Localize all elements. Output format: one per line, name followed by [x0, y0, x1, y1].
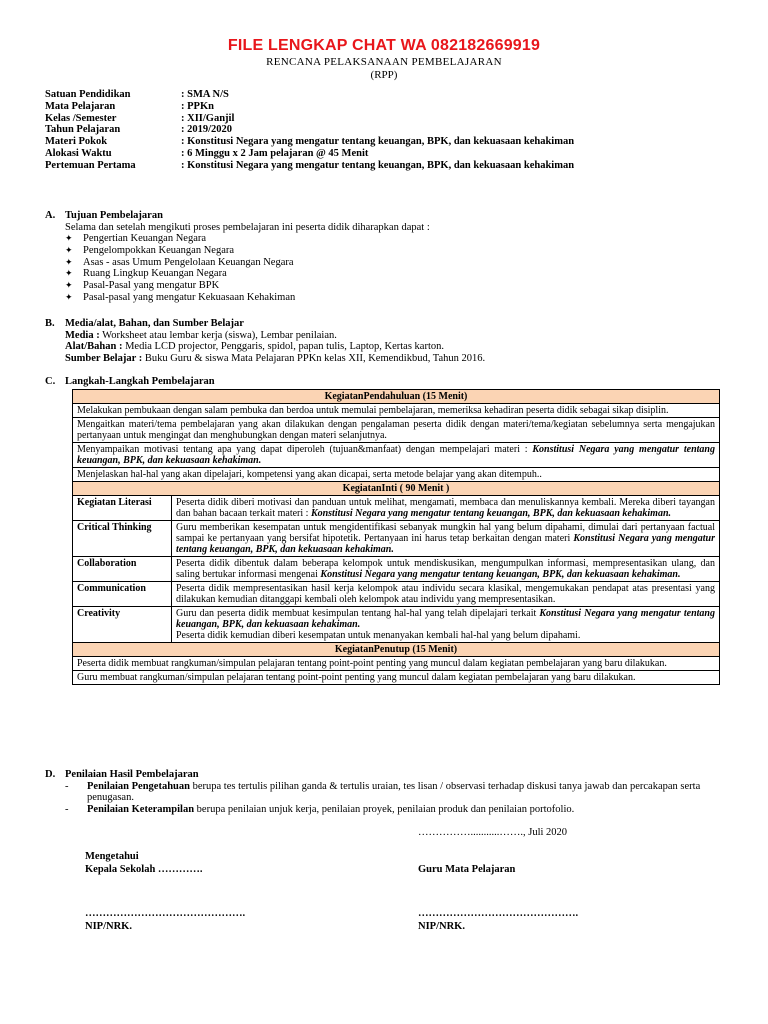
identity-value: : SMA N/S [181, 89, 229, 100]
bullet-star-icon: ✦ [65, 280, 73, 291]
guru-label: Guru Mata Pelajaran [418, 864, 516, 875]
alat-label: Alat/Bahan : [65, 341, 123, 352]
objective-item [65, 292, 725, 304]
identity-value: : PPKn [181, 100, 214, 112]
assessment-item [45, 804, 725, 816]
kepala-sekolah-label: Kepala Sekolah …………. [85, 864, 203, 875]
identity-label: Satuan Pendidikan [45, 89, 131, 100]
penutup-cell: Peserta didik membuat rangkuman/simpulan pelajaran tentang point-point penting yang muncul dalam kegiatan pembelajaran yang baru dilakukan. [73, 657, 720, 671]
identity-label: Mata Pelajaran [45, 100, 116, 112]
step-emphasis: Konstitusi Negara yang mengatur tentang keuangan, BPK, dan kekuasaan kehakiman. [77, 444, 715, 466]
section-heading: Penilaian Hasil Pembelajaran [65, 769, 199, 780]
objective-text: Asas - asas Umum Pengelolaan Keuangan Negara [83, 256, 294, 268]
dash-bullet: - [65, 780, 69, 792]
section-heading: Langkah-Langkah Pembelajaran [65, 376, 215, 387]
identity-value: : Konstitusi Negara yang mengatur tentang keuangan, BPK, dan kekuasaan kehakiman [181, 159, 575, 171]
section-d [45, 769, 725, 815]
step-text: Melakukan pembukaan dengan salam pembuka dan berdoa untuk memulai pembelajaran, memeriksa kehadiran peserta didik sebagai sikap disiplin. [77, 405, 669, 416]
assessment-list [45, 781, 725, 816]
table-row [73, 404, 720, 418]
penutup-cell: Guru membuat rangkuman/simpulan pelajaran tentang point-point penting yang muncul dalam kegiatan pembelajaran yang baru dilakukan. [73, 671, 720, 685]
document-title: RENCANA PELAKSANAAN PEMBELAJARAN [266, 56, 502, 68]
step-text-extra: Peserta didik kemudian diberi kesempatan untuk menanyakan kembali hal-hal yang belum dipahami. [176, 630, 581, 641]
assessment-text: berupa penilaian unjuk kerja, penilaian proyek, penilaian produk dan penilaian portofolio. [194, 803, 575, 815]
document-subtitle: (RPP) [370, 69, 398, 81]
table-row [73, 468, 720, 482]
table-row [73, 418, 720, 443]
activity-description [172, 521, 720, 557]
assessment-body [87, 804, 725, 816]
penutup-header: KegiatanPenutup (15 Menit) [73, 643, 720, 657]
identity-value: : 6 Minggu x 2 Jam pelajaran @ 45 Menit [181, 147, 369, 159]
dash-bullet: - [65, 803, 69, 815]
table-row [73, 496, 720, 521]
media-label: Media : [65, 329, 100, 341]
section-letter: B. [45, 318, 55, 329]
section-letter: A. [45, 210, 56, 221]
identity-row [45, 124, 574, 136]
identity-row [45, 148, 574, 160]
bullet-star-icon: ✦ [65, 268, 73, 279]
identity-label: Kelas /Semester [45, 112, 117, 124]
objective-item [65, 233, 725, 245]
step-emphasis: Konstitusi Negara yang mengatur tentang keuangan, BPK, dan kekuasaan kehakiman. [310, 508, 672, 519]
identity-row [45, 89, 574, 101]
bullet-star-icon: ✦ [65, 233, 73, 243]
objective-item [65, 268, 725, 280]
identity-value: : 2019/2020 [181, 124, 233, 136]
nip-left: NIP/NRK. [85, 921, 132, 932]
pendahuluan-cell [73, 404, 720, 418]
media-value: Worksheet atau lembar kerja (siswa), Lembar penilaian. [99, 329, 337, 341]
section-heading: Tujuan Pembelajaran [65, 210, 163, 221]
inti-header-row [73, 482, 720, 496]
table-row [73, 443, 720, 468]
objective-text: Pengertian Keuangan Negara [83, 233, 207, 244]
steps-table-wrap [72, 389, 720, 685]
activity-description [172, 496, 720, 521]
table-row [73, 657, 720, 671]
sumber-value: Buku Guru & siswa Mata Pelajaran PPKn kelas XII, Kemendikbud, Tahun 2016. [142, 352, 486, 364]
objective-text: Pasal-Pasal yang mengatur BPK [83, 280, 220, 292]
step-text: Peserta didik dibentuk dalam beberapa kelompok untuk mendiskusikan, mengumpulkan informasi, mempresentasikan ulang, dan saling bertukar informasi mengenai [176, 558, 715, 580]
pendahuluan-cell [73, 468, 720, 482]
identity-label: Pertemuan Pertama [45, 159, 136, 171]
bullet-star-icon: ✦ [65, 291, 73, 302]
identity-value: : Konstitusi Negara yang mengatur tentang keuangan, BPK, dan kekuasaan kehakiman [181, 136, 575, 148]
assessment-label: Penilaian Pengetahuan [87, 780, 190, 792]
pendahuluan-header-row [73, 390, 720, 404]
activity-name: Kegiatan Literasi [73, 496, 172, 521]
objective-list [45, 233, 725, 304]
penutup-header-row [73, 643, 720, 657]
activity-name: Collaboration [73, 557, 172, 582]
mengetahui-label: Mengetahui [85, 851, 139, 862]
section-b [45, 318, 725, 364]
identity-label: Tahun Pelajaran [45, 124, 121, 136]
assessment-label: Penilaian Keterampilan [87, 803, 195, 815]
table-row [73, 557, 720, 582]
alat-value: Media LCD projector, Penggaris, spidol, papan tulis, Laptop, Kertas karton. [122, 341, 444, 352]
step-text: Guru dan peserta didik membuat kesimpulan tentang hal-hal yang telah dipelajari terkait [176, 608, 540, 619]
bullet-star-icon: ✦ [65, 256, 73, 267]
alat-line [45, 341, 725, 353]
pendahuluan-cell [73, 418, 720, 443]
pendahuluan-header: KegiatanPendahuluan (15 Menit) [73, 390, 720, 404]
step-text: Guru memberikan kesempatan untuk mengidentifikasi sebanyak mungkin hal yang belum dipahami, dimulai dari pertanyaan factual sampai ke pertanyaan yang bersifat hipotetik. Pertanyaan ini harus tetap berkaitan dengan materi [176, 522, 715, 544]
objective-item [65, 280, 725, 292]
signature-line-right: ………………………………………. [418, 908, 579, 919]
contact-banner: FILE LENGKAP CHAT WA 082182669919 [227, 37, 541, 54]
sumber-label: Sumber Belajar : [65, 352, 143, 364]
table-row [73, 671, 720, 685]
inti-header: KegiatanInti ( 90 Menit ) [73, 482, 720, 496]
activity-description [172, 607, 720, 643]
objective-item [65, 257, 725, 269]
step-text: Peserta didik mempresentasikan hasil kerja kelompok atau individu secara klasikal, mengemukakan pendapat atas presentasi yang dilakukan kemudian ditanggapi kembali oleh kelompok atau individu yang mempresentasikan. [176, 583, 715, 605]
objective-text: Pasal-pasal yang mengatur Kekuasaan Kehakiman [83, 291, 296, 303]
section-intro: Selama dan setelah mengikuti proses pembelajaran ini peserta didik diharapkan dapat : [65, 221, 430, 233]
assessment-text: berupa tes tertulis pilihan ganda & tertulis uraian, tes lisan / observasi terhadap diskusi tanya jawab dan percakapan serta penugasan. [87, 780, 701, 803]
table-row [73, 521, 720, 557]
identity-row [45, 113, 574, 125]
identity-block [45, 89, 574, 172]
identity-row [45, 160, 574, 172]
nip-right: NIP/NRK. [418, 921, 465, 932]
assessment-body [87, 781, 725, 804]
pendahuluan-cell [73, 443, 720, 468]
step-emphasis: Konstitusi Negara yang mengatur tentang keuangan, BPK, dan kekuasaan kehakiman. [176, 608, 715, 630]
media-line [45, 330, 725, 342]
activity-description [172, 582, 720, 607]
identity-label: Materi Pokok [45, 136, 108, 148]
activity-name: Creativity [73, 607, 172, 643]
assessment-item [45, 781, 725, 804]
section-c [45, 376, 725, 388]
signature-line-left: ………………………………………. [85, 908, 246, 919]
step-text: Menyampaikan motivasi tentang apa yang dapat diperoleh (tujuan&manfaat) dengan mempelajari materi : [77, 444, 533, 455]
bullet-star-icon: ✦ [65, 244, 73, 255]
step-emphasis: Konstitusi Negara yang mengatur tentang keuangan, BPK, dan kekuasaan kehakiman. [320, 569, 681, 580]
objective-text: Ruang Lingkup Keuangan Negara [83, 268, 227, 280]
signature-date: ……………...........……., Juli 2020 [418, 827, 568, 838]
sumber-line [45, 353, 725, 365]
objective-item [65, 245, 725, 257]
section-letter: D. [45, 769, 56, 780]
step-text: Peserta didik diberi motivasi dan panduan untuk melihat, mengamati, membaca dan menuliskannya kembali. Mereka diberi tayangan dan bahan bacaan terkait materi : [176, 497, 715, 519]
section-letter: C. [45, 376, 56, 387]
step-text: Mengaitkan materi/tema pembelajaran yang akan dilakukan dengan pengalaman peserta didik dengan materi/tema/kegiatan sebelumnya serta mengajukan pertanyaan untuk mengingat dan menghubungkan dengan materi selanjutnya. [77, 419, 715, 441]
identity-label: Alokasi Waktu [45, 147, 112, 159]
table-row [73, 582, 720, 607]
activity-name: Communication [73, 582, 172, 607]
section-a [45, 210, 725, 304]
step-emphasis: Konstitusi Negara yang mengatur tentang keuangan, BPK, dan kekuasaan kehakiman. [176, 533, 715, 555]
activity-name: Critical Thinking [73, 521, 172, 557]
objective-text: Pengelompokkan Keuangan Negara [83, 244, 235, 256]
identity-row [45, 136, 574, 148]
section-heading: Media/alat, Bahan, dan Sumber Belajar [65, 318, 244, 329]
identity-row [45, 101, 574, 113]
steps-table [72, 389, 720, 685]
table-row [73, 607, 720, 643]
identity-value: : XII/Ganjil [181, 112, 235, 124]
activity-description [172, 557, 720, 582]
step-text: Menjelaskan hal-hal yang akan dipelajari, kompetensi yang akan dicapai, serta metode belajar yang akan ditempuh.. [77, 469, 542, 480]
